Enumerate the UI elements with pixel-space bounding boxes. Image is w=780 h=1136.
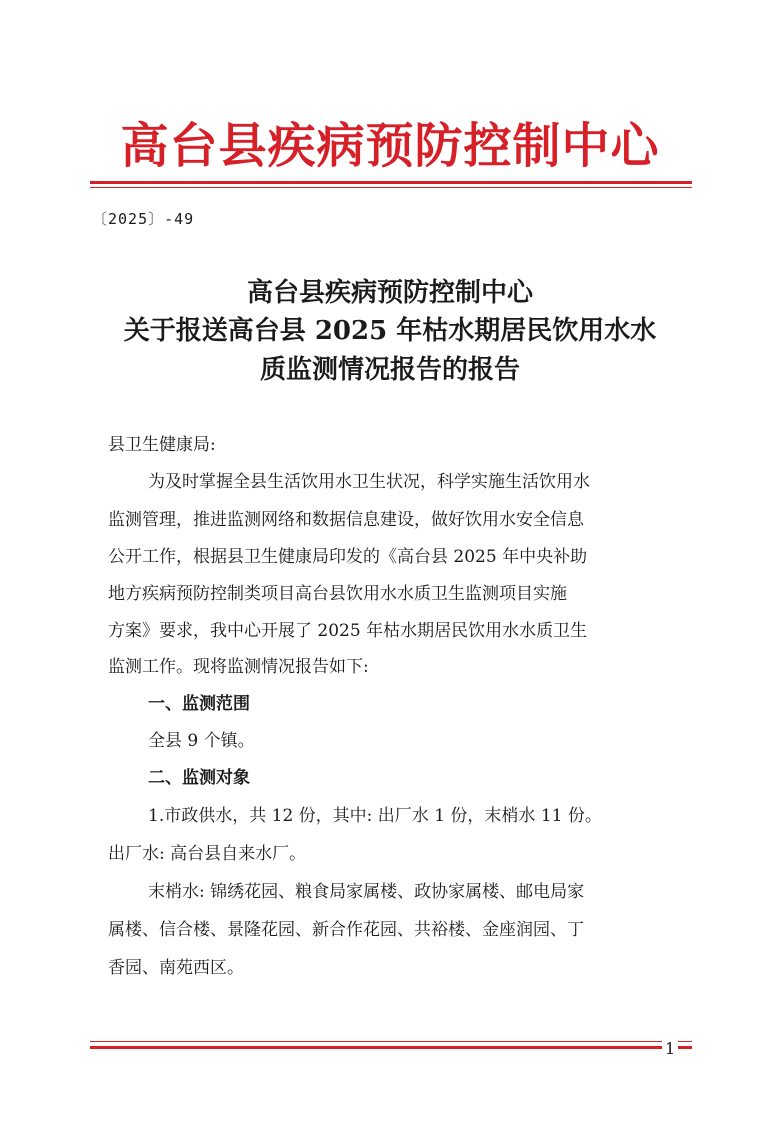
paragraph-line: 出厂水: 高台县自来水厂。 bbox=[108, 844, 307, 864]
salutation: 县卫生健康局: bbox=[108, 435, 216, 455]
header-rule-thick bbox=[90, 181, 692, 184]
paragraph-line: 监测管理，推进监测网络和数据信息建设，做好饮用水安全信息 bbox=[108, 510, 584, 530]
paragraph-line: 属楼、信合楼、景隆花园、新合作花园、共裕楼、金座润园、丁 bbox=[108, 920, 584, 940]
paragraph-line: 监测工作。现将监测情况报告如下: bbox=[108, 657, 369, 677]
header-rule-thin bbox=[90, 187, 692, 188]
paragraph-line: 为及时掌握全县生活饮用水卫生状况，科学实施生活饮用水 bbox=[148, 472, 590, 492]
paragraph-line: 1.市政供水，共 12 份，其中: 出厂水 1 份，末梢水 11 份。 bbox=[148, 806, 602, 826]
footer-rule-thick bbox=[90, 1046, 692, 1049]
paragraph-line: 地方疾病预防控制类项目高台县饮用水水质卫生监测项目实施 bbox=[108, 584, 567, 604]
paragraph-line: 末梢水: 锦绣花园、粮食局家属楼、政协家属楼、邮电局家 bbox=[148, 882, 585, 902]
document-number: 〔2025〕-49 bbox=[92, 210, 195, 228]
section-heading-objects: 二、监测对象 bbox=[148, 768, 250, 788]
section-body-scope: 全县 9 个镇。 bbox=[148, 731, 255, 751]
paragraph-line: 方案》要求，我中心开展了 2025 年枯水期居民饮用水水质卫生 bbox=[108, 621, 588, 641]
doc-title-line-3: 质监测情况报告的报告 bbox=[259, 355, 520, 385]
org-header-title: 高台县疾病预防控制中心 bbox=[120, 118, 660, 174]
doc-title-line-2: 关于报送高台县 2025 年枯水期居民饮用水水 bbox=[123, 316, 657, 346]
paragraph-line: 公开工作，根据县卫生健康局印发的《高台县 2025 年中央补助 bbox=[108, 547, 588, 567]
paragraph-line: 香园、南苑西区。 bbox=[108, 958, 244, 978]
section-heading-scope: 一、监测范围 bbox=[148, 694, 250, 714]
footer-rule-thin bbox=[90, 1041, 692, 1042]
doc-title-line-1: 高台县疾病预防控制中心 bbox=[246, 278, 533, 308]
page-number: 1 bbox=[662, 1039, 678, 1058]
